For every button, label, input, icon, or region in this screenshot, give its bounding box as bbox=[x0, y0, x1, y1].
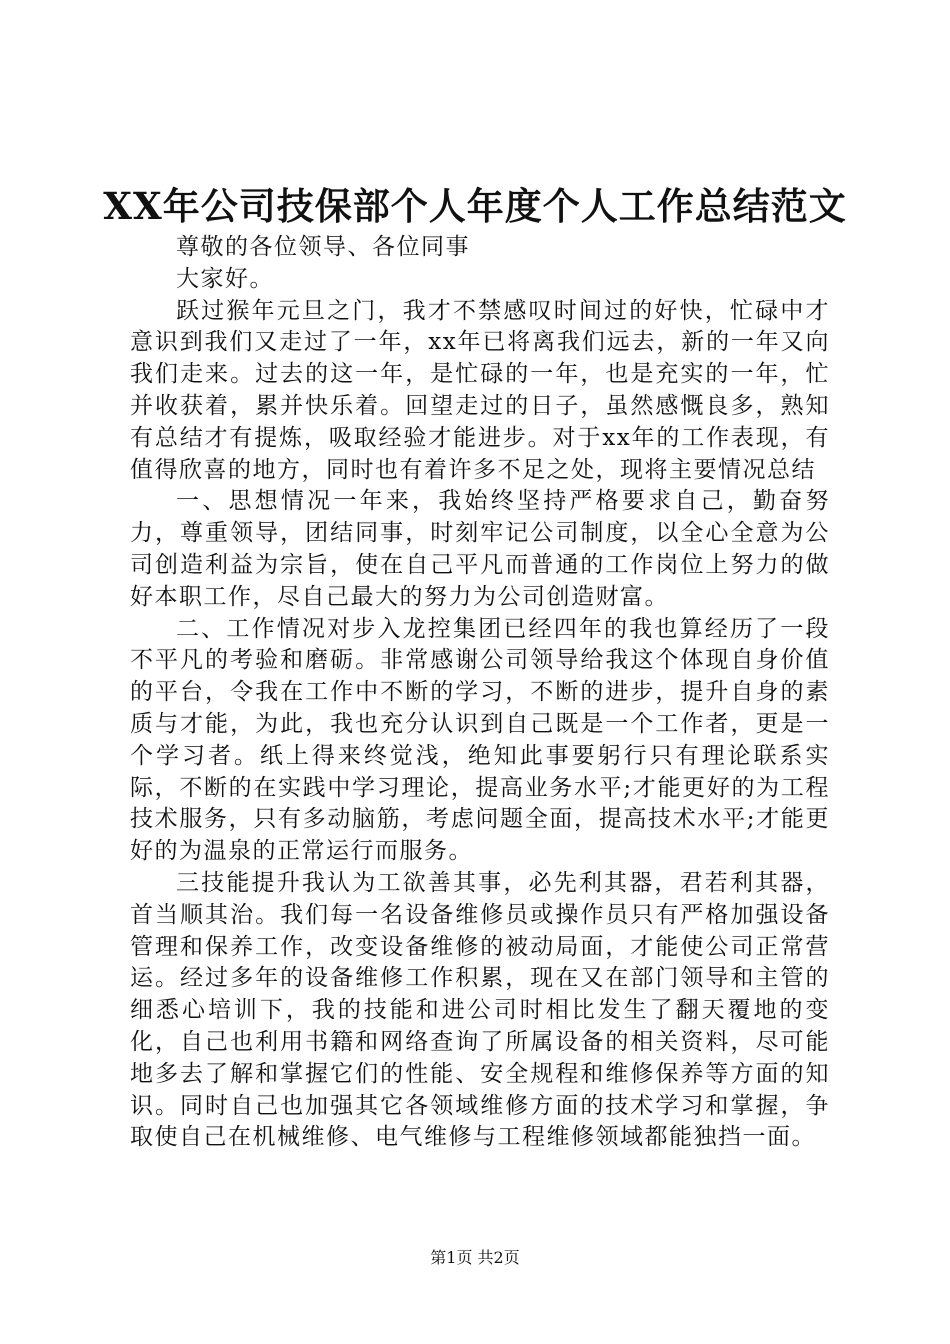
page-number-footer: 第1页 共2页 bbox=[430, 1248, 520, 1267]
document-title: XX年公司技保部个人年度个人工作总结范文 bbox=[103, 184, 847, 228]
document-body bbox=[130, 232, 830, 1154]
intro-paragraph: 跃过猴年元旦之门，我才不禁感叹时间过的好快，忙碌中才意识到我们又走过了一年，xx年已将离我们远去，新的一年又向我们走来。过去的这一年，是忙碌的一年，也是充实的一年，忙并收获着，累并快乐着。回望走过的日子，虽然感慨良多，熟知有总结才有提炼，吸取经验才能进步。对于xx年的工作表现，有值得欣喜的地方，同时也有着许多不足之处，现将主要情况总结 bbox=[130, 297, 830, 483]
ideology-paragraph: 一、思想情况一年来，我始终坚持严格要求自己，勤奋努力，尊重领导，团结同事，时刻牢记公司制度，以全心全意为公司创造利益为宗旨，使在自己平凡而普通的工作岗位上努力的做好本职工作，尽自己最大的努力为公司创造财富。 bbox=[130, 488, 830, 610]
greeting-paragraph: 大家好。 bbox=[176, 265, 274, 292]
skills-paragraph: 三技能提升我认为工欲善其事，必先利其器，君若利其器，首当顺其治。我们每一名设备维修员或操作员只有严格加强设备管理和保养工作，改变设备维修的被动局面，才能使公司正常营运。经过多年的设备维修工作积累，现在又在部门领导和主管的细悉心培训下，我的技能和进公司时相比发生了翻天覆地的变化，自己也利用书籍和网络查询了所属设备的相关资料，尽可能地多去了解和掌握它们的性能、安全规程和维修保养等方面的知识。同时自己也加强其它各领域维修方面的技术学习和掌握，争取使自己在机械维修、电气维修与工程维修领域都能独挡一面。 bbox=[130, 869, 830, 1151]
work-paragraph: 二、工作情况对步入龙控集团已经四年的我也算经历了一段不平凡的考验和磨砺。非常感谢公司领导给我这个体现自身价值的平台，令我在工作中不断的学习，不断的进步，提升自身的素质与才能，为此，我也充分认识到自己既是一个工作者，更是一个学习者。纸上得来终觉浅，绝知此事要躬行只有理论联系实际，不断的在实践中学习理论，提高业务水平;才能更好的为工程技术服务，只有多动脑筋，考虑问题全面，提高技术水平;才能更好的为温泉的正常运行而服务。 bbox=[130, 615, 830, 865]
salutation-paragraph: 尊敬的各位领导、各位同事 bbox=[176, 234, 470, 260]
